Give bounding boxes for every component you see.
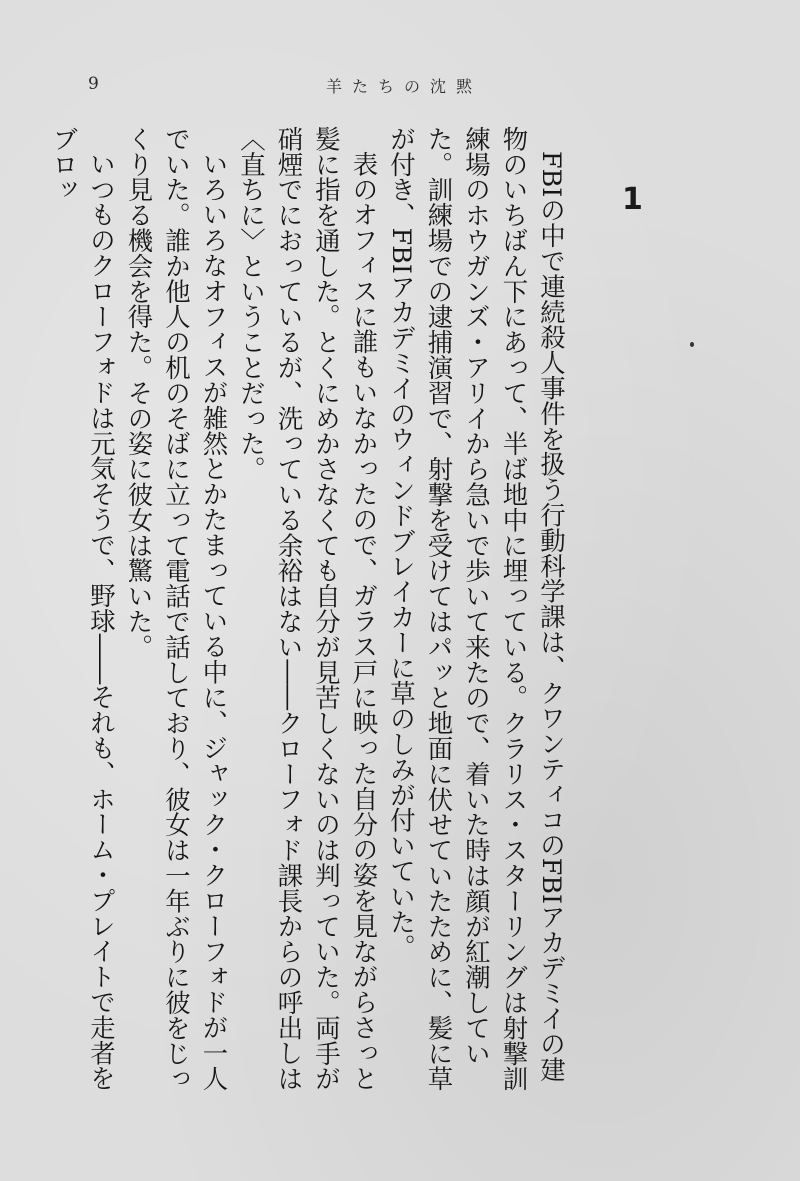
chapter-number: 1: [622, 182, 643, 217]
paragraph: 表のオフィスに誰もいなかったので、ガラス戸に映った自分の姿を見ながらさっと髪に指を通した。とくにめかさなくても自分が見苦しくないのは判っていた。両手が硝煙でにおっているが、洗っている余裕はない――クローフォド課長からの呼出しは〈直ちに〉ということだった。: [237, 126, 380, 1092]
paragraph: いろいろなオフィスが雑然とかたまっている中に、ジャック・クローフォドが一人でいた。誰か他人の机のそばに立って電話で話しており、彼女は一年ぶりに彼をじっくり見る機会を得た。その姿に彼女は驚いた。: [124, 126, 230, 1092]
page-number: 9: [88, 74, 100, 94]
print-speck: [690, 342, 694, 347]
paragraph: いつものクローフォドは元気そうで、野球――それも、ホーム・プレイトで走者をブロッ: [49, 126, 117, 1092]
body-text: [49, 126, 570, 1101]
paragraph: FBIの中で連続殺人事件を扱う行動科学課は、クワンティコのFBIアカデミイの建物のいちばん下にあって、半ば地中に埋っている。クラリス・スターリングは射撃訓練場のホウガンズ・アリイから急いで歩いて来たので、着いた時は顔が紅潮していた。訓練場での逮捕演習で、射撃を受けてはパッと地面に伏せていたために、髪に草が付き、FBIアカデミイのウィンドブレイカーに草のしみが付いていた。: [387, 126, 567, 1092]
running-title: 羊たちの沈黙: [326, 77, 483, 96]
